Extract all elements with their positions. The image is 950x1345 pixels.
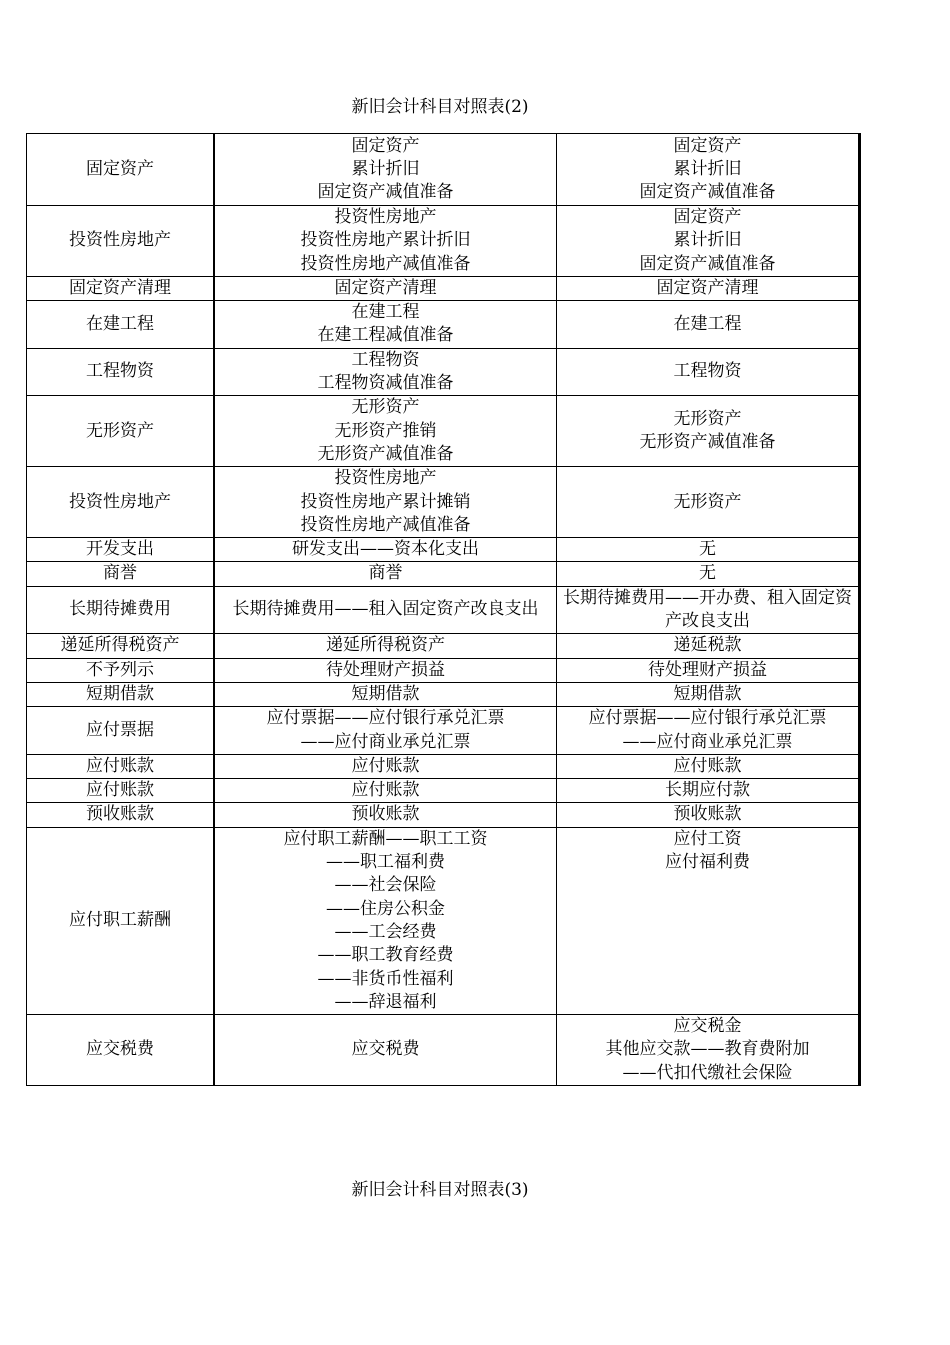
old-account-cell: 无形资产 无形资产减值准备 xyxy=(557,396,860,467)
new-account-detail-cell: 应付账款 xyxy=(214,754,557,778)
table-row xyxy=(27,586,860,634)
old-account-cell: 应付工资 应付福利费 xyxy=(557,827,860,1014)
table-row xyxy=(27,682,860,706)
table-row xyxy=(27,134,860,206)
new-account-name-cell: 应交税费 xyxy=(27,1015,215,1086)
account-mapping-table xyxy=(26,133,861,1086)
old-account-cell: 短期借款 xyxy=(557,682,860,706)
old-account-cell: 固定资产 累计折旧 固定资产减值准备 xyxy=(557,206,860,277)
table-row xyxy=(27,348,860,396)
new-account-name-cell: 长期待摊费用 xyxy=(27,586,215,634)
new-account-name-cell: 不予列示 xyxy=(27,658,215,682)
table-row xyxy=(27,301,860,349)
table-row xyxy=(27,538,860,562)
table-row xyxy=(27,779,860,803)
table-title-2: 新旧会计科目对照表(2) xyxy=(351,97,529,117)
new-account-detail-cell: 固定资产 累计折旧 固定资产减值准备 xyxy=(214,134,557,206)
new-account-detail-cell: 应付账款 xyxy=(214,779,557,803)
table-row xyxy=(27,658,860,682)
new-account-detail-cell: 研发支出——资本化支出 xyxy=(214,538,557,562)
new-account-detail-cell: 应付票据——应付银行承兑汇票 ——应付商业承兑汇票 xyxy=(214,707,557,755)
old-account-cell: 工程物资 xyxy=(557,348,860,396)
table-row xyxy=(27,467,860,538)
old-account-cell: 固定资产 累计折旧 固定资产减值准备 xyxy=(557,134,860,206)
new-account-name-cell: 固定资产清理 xyxy=(27,276,215,300)
new-account-name-cell: 在建工程 xyxy=(27,301,215,349)
new-account-detail-cell: 商誉 xyxy=(214,562,557,586)
table-row xyxy=(27,396,860,467)
table-row xyxy=(27,1015,860,1086)
table-row xyxy=(27,827,860,1014)
old-account-cell: 无形资产 xyxy=(557,467,860,538)
table-row xyxy=(27,206,860,277)
new-account-detail-cell: 递延所得税资产 xyxy=(214,634,557,658)
old-account-cell: 无 xyxy=(557,538,860,562)
old-account-cell: 长期应付款 xyxy=(557,779,860,803)
old-account-cell: 无 xyxy=(557,562,860,586)
new-account-detail-cell: 无形资产 无形资产推销 无形资产减值准备 xyxy=(214,396,557,467)
new-account-detail-cell: 投资性房地产 投资性房地产累计折旧 投资性房地产减值准备 xyxy=(214,206,557,277)
table-row xyxy=(27,562,860,586)
table-row xyxy=(27,707,860,755)
new-account-detail-cell: 固定资产清理 xyxy=(214,276,557,300)
new-account-name-cell: 投资性房地产 xyxy=(27,467,215,538)
old-account-cell: 预收账款 xyxy=(557,803,860,827)
new-account-name-cell: 商誉 xyxy=(27,562,215,586)
new-account-name-cell: 应付账款 xyxy=(27,779,215,803)
new-account-detail-cell: 在建工程 在建工程减值准备 xyxy=(214,301,557,349)
old-account-cell: 长期待摊费用——开办费、租入固定资产改良支出 xyxy=(557,586,860,634)
new-account-name-cell: 应付账款 xyxy=(27,754,215,778)
new-account-name-cell: 递延所得税资产 xyxy=(27,634,215,658)
new-account-detail-cell: 应付职工薪酬——职工工资 ——职工福利费 ——社会保险 ——住房公积金 ——工会经费 ——职工教育经费 ——非货币性福利 ——辞退福利 xyxy=(214,827,557,1014)
new-account-name-cell: 工程物资 xyxy=(27,348,215,396)
new-account-detail-cell: 长期待摊费用——租入固定资产改良支出 xyxy=(214,586,557,634)
new-account-detail-cell: 待处理财产损益 xyxy=(214,658,557,682)
old-account-cell: 在建工程 xyxy=(557,301,860,349)
old-account-cell: 固定资产清理 xyxy=(557,276,860,300)
new-account-name-cell: 应付票据 xyxy=(27,707,215,755)
table-row xyxy=(27,634,860,658)
new-account-detail-cell: 预收账款 xyxy=(214,803,557,827)
new-account-detail-cell: 投资性房地产 投资性房地产累计摊销 投资性房地产减值准备 xyxy=(214,467,557,538)
new-account-detail-cell: 应交税费 xyxy=(214,1015,557,1086)
new-account-name-cell: 投资性房地产 xyxy=(27,206,215,277)
old-account-cell: 应交税金 其他应交款——教育费附加 ——代扣代缴社会保险 xyxy=(557,1015,860,1086)
new-account-detail-cell: 工程物资 工程物资减值准备 xyxy=(214,348,557,396)
old-account-cell: 应付票据——应付银行承兑汇票 ——应付商业承兑汇票 xyxy=(557,707,860,755)
table-title-3: 新旧会计科目对照表(3) xyxy=(351,1180,529,1200)
old-account-cell: 应付账款 xyxy=(557,754,860,778)
new-account-name-cell: 无形资产 xyxy=(27,396,215,467)
table-row xyxy=(27,803,860,827)
old-account-cell: 待处理财产损益 xyxy=(557,658,860,682)
new-account-name-cell: 应付职工薪酬 xyxy=(27,827,215,1014)
new-account-name-cell: 固定资产 xyxy=(27,134,215,206)
table-row xyxy=(27,754,860,778)
old-account-cell: 递延税款 xyxy=(557,634,860,658)
new-account-name-cell: 开发支出 xyxy=(27,538,215,562)
new-account-name-cell: 短期借款 xyxy=(27,682,215,706)
new-account-detail-cell: 短期借款 xyxy=(214,682,557,706)
table-row xyxy=(27,276,860,300)
new-account-name-cell: 预收账款 xyxy=(27,803,215,827)
